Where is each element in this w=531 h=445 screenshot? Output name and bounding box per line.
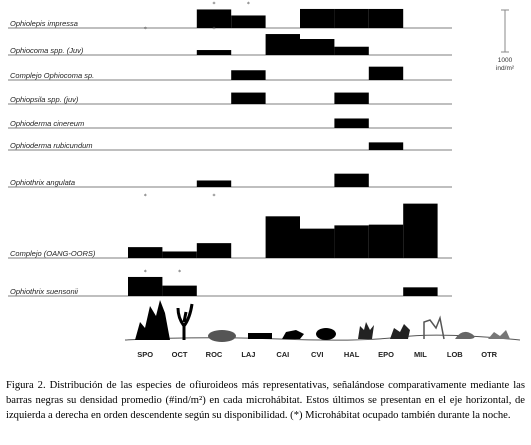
x-tick-label-OCT: OCT	[171, 350, 188, 359]
panel-species-label: Ophiolepis impressa	[10, 19, 78, 28]
panel-species-label: Ophioderma cinereum	[10, 119, 85, 128]
panel-7	[8, 174, 452, 187]
bar-HAL	[334, 93, 368, 104]
bar-ROC	[197, 50, 231, 55]
scale-bar-value: 1000	[497, 57, 513, 64]
panel-5	[8, 118, 452, 128]
octocoral-silhouette	[178, 304, 192, 340]
bar-CAI	[266, 216, 300, 258]
bar-LAJ	[231, 15, 265, 28]
sponge-silhouette	[135, 300, 170, 340]
bar-EPO	[369, 67, 403, 80]
night-marker: *	[212, 26, 216, 33]
panel-4	[8, 93, 452, 104]
panel-species-label: Complejo (OANG-OORS)	[10, 249, 96, 258]
bar-HAL	[334, 174, 368, 187]
x-tick-label-ROC: ROC	[205, 350, 223, 359]
night-marker: *	[143, 269, 147, 276]
panel-6	[8, 141, 452, 150]
x-tick-label-CVI: CVI	[310, 350, 324, 359]
halimeda-silhouette	[358, 322, 374, 339]
night-marker: *	[143, 193, 147, 200]
bar-MIL	[403, 204, 437, 258]
panel-species-label: Ophiothrix angulata	[10, 178, 76, 187]
x-tick-label-HAL: HAL	[343, 350, 360, 359]
bar-HAL	[334, 9, 368, 28]
night-marker: *	[246, 1, 250, 8]
bar-HAL	[334, 118, 368, 128]
panel-species-label: Ophiothrix suensonii	[10, 287, 78, 296]
lobophora-silhouette	[455, 332, 475, 339]
bar-SPO	[128, 277, 162, 296]
bar-ROC	[197, 243, 231, 258]
bar-EPO	[369, 142, 403, 150]
figure-caption: Figura 2. Distribución de las especies de ofiuroideos más representativas, señalándose comparativamente mediante las barras negras su densidad promedio (#ind/m²) en cada microhábitat. Estos últimos se presentan en el eje horizontal, de izquierda a derecha en orden descendente según su disponibilidad. (*) Microhábitat ocupado también durante la noche.	[6, 380, 525, 421]
x-tick-label-CAI: CAI	[276, 350, 290, 359]
x-tick-label-OTR: OTR	[481, 350, 498, 359]
x-tick-label-SPO: SPO	[137, 350, 154, 359]
night-marker: *	[178, 269, 182, 276]
panel-1	[8, 1, 452, 28]
panel-2	[8, 26, 452, 55]
bar-SPO	[128, 247, 162, 258]
bar-HAL	[334, 47, 368, 55]
x-tick-label-MIL: MIL	[413, 350, 427, 359]
panel-species-label: Complejo Ophiocoma sp.	[10, 71, 95, 80]
night-marker: *	[212, 1, 216, 8]
panel-species-label: Ophiocoma spp. (Juv)	[10, 46, 84, 55]
coral-head-silhouette	[316, 328, 336, 340]
microhabitat-silhouettes	[125, 300, 520, 342]
bar-CVI	[300, 9, 334, 28]
bar-LAJ	[231, 93, 265, 104]
x-tick-label-EPO: EPO	[378, 350, 394, 359]
bar-MIL	[403, 287, 437, 296]
rubble-silhouette	[282, 330, 304, 339]
bar-CVI	[300, 39, 334, 55]
bar-CAI	[266, 34, 300, 55]
epiphyte-silhouette	[390, 324, 410, 339]
scale-bar-unit: ind/m²	[495, 65, 515, 72]
bar-OCT	[162, 251, 196, 258]
rock-silhouette	[208, 330, 236, 342]
panel-species-label: Ophiopsila spp. (juv)	[10, 95, 79, 104]
x-tick-label-LAJ: LAJ	[241, 350, 256, 359]
other-silhouette	[488, 330, 510, 339]
bar-EPO	[369, 225, 403, 258]
bar-EPO	[369, 9, 403, 28]
night-marker: *	[143, 26, 147, 33]
night-marker: *	[212, 193, 216, 200]
bar-HAL	[334, 225, 368, 258]
panel-3	[8, 67, 452, 80]
millepora-silhouette	[424, 318, 444, 339]
bar-LAJ	[231, 70, 265, 80]
x-tick-label-LOB: LOB	[446, 350, 463, 359]
slab-silhouette	[248, 333, 272, 339]
panel-8	[8, 193, 452, 258]
bar-CVI	[300, 229, 334, 258]
panel-species-label: Ophioderma rubicundum	[10, 141, 93, 150]
bar-ROC	[197, 180, 231, 187]
panel-9	[8, 269, 452, 296]
bar-OCT	[162, 286, 196, 296]
